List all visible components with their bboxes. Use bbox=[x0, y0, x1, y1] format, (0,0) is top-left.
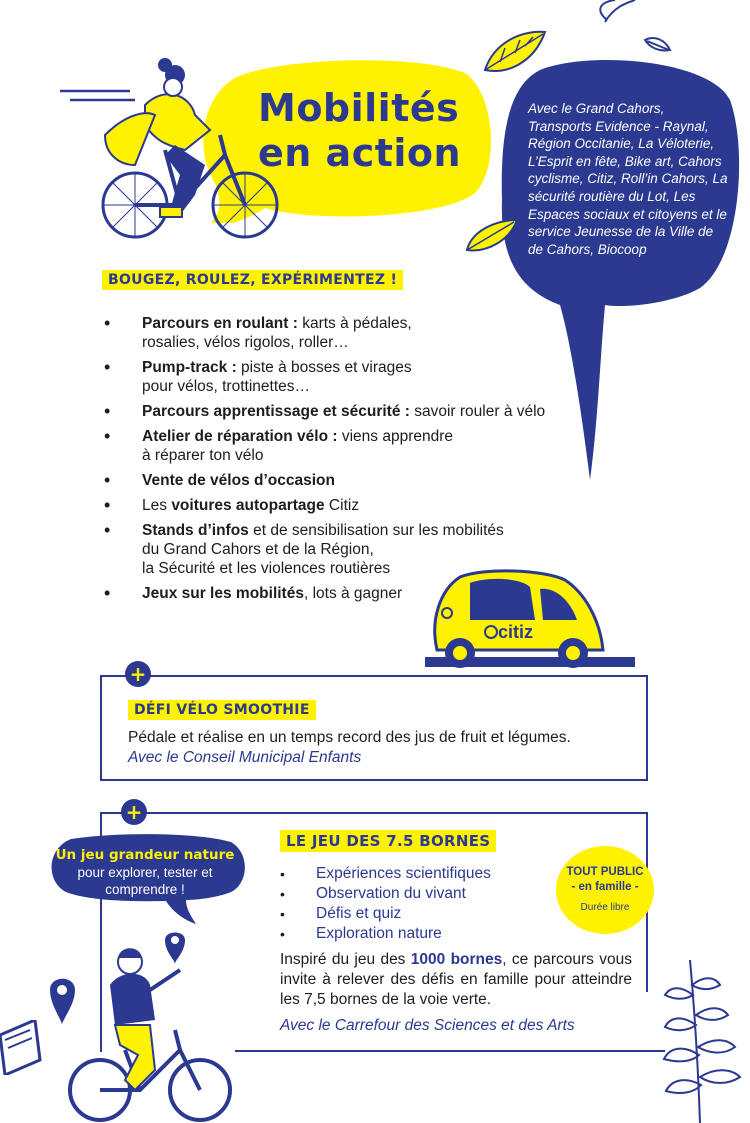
jeu-credit: Avec le Carrefour des Sciences et des Arts bbox=[280, 1017, 575, 1034]
jeu-heading: LE JEU DES 7.5 BORNES bbox=[280, 830, 496, 852]
list-item: • Vente de vélos d’occasion bbox=[104, 471, 564, 490]
list-item: • Exploration nature bbox=[280, 924, 550, 944]
citiz-car-illustration bbox=[425, 565, 635, 675]
defi-credit: Avec le Conseil Municipal Enfants bbox=[128, 749, 362, 766]
list-item: • Pump-track : piste à bosses et virages pour vélos, trottinettes… bbox=[104, 358, 564, 396]
list-item: • Expériences scientifiques bbox=[280, 864, 550, 884]
speech-bubble-text: Un jeu grandeur nature pour explorer, tester et comprendre ! bbox=[55, 847, 235, 897]
page-title: Mobilités en action bbox=[258, 86, 462, 175]
list-item: • Les voitures autopartage Citiz bbox=[104, 496, 564, 515]
list-item: • Parcours apprentissage et sécurité : savoir rouler à vélo bbox=[104, 402, 564, 421]
list-item: • Atelier de réparation vélo : viens apprendre à réparer ton vélo bbox=[104, 427, 564, 465]
list-item: • Stands d’infos et de sensibilisation sur les mobilités du Grand Cahors et de la Région, la Sécurité et les violences routières bbox=[104, 521, 564, 578]
plant-decoration bbox=[640, 955, 750, 1123]
jeu-description: Inspiré du jeu des 1000 bornes, ce parcours vous invite à relever des défis en famille pour atteindre les 7,5 bornes de la voie verte. bbox=[280, 951, 632, 1008]
audience-badge-duration: Durée libre bbox=[580, 902, 630, 913]
list-item: • Parcours en roulant : karts à pédales, rosalies, vélos rigolos, roller… bbox=[104, 314, 564, 352]
defi-description: Pédale et réalise en un temps record des jus de fruit et légumes. bbox=[128, 729, 571, 746]
list-item: • Observation du vivant bbox=[280, 884, 550, 904]
partners-text: Avec le Grand Cahors, Transports Evidence - Raynal, Région Occitanie, La Véloterie, L’Esprit en fête, Bike art, Cahors cyclisme, Citiz, Roll’in Cahors, La sécurité routière du Lot, Les Espaces sociaux et citoyens et le service Jeunesse de la Ville de de Cahors, Biocoop bbox=[528, 101, 728, 257]
jeu-box-border bbox=[235, 1050, 665, 1052]
plus-icon: + bbox=[125, 661, 151, 687]
cyclist-illustration bbox=[95, 55, 285, 245]
audience-badge-title: TOUT PUBLIC bbox=[566, 866, 644, 878]
section-heading-bougez: BOUGEZ, ROULEZ, EXPÉRIMENTEZ ! bbox=[102, 270, 403, 290]
defi-heading: DÉFI VÉLO SMOOTHIE bbox=[128, 700, 316, 720]
leaf-decoration-middle bbox=[462, 215, 522, 255]
book-icon-decoration bbox=[0, 1020, 45, 1075]
citiz-logo-text: citiz bbox=[498, 622, 534, 642]
plus-icon: + bbox=[121, 799, 147, 825]
jeu-activities-list bbox=[280, 864, 550, 944]
list-item: • Défis et quiz bbox=[280, 904, 550, 924]
list-item: • Jeux sur les mobilités, lots à gagner bbox=[104, 584, 564, 603]
explorer-cyclist-illustration bbox=[40, 930, 250, 1123]
audience-badge-subtitle: - en famille - bbox=[571, 881, 639, 893]
